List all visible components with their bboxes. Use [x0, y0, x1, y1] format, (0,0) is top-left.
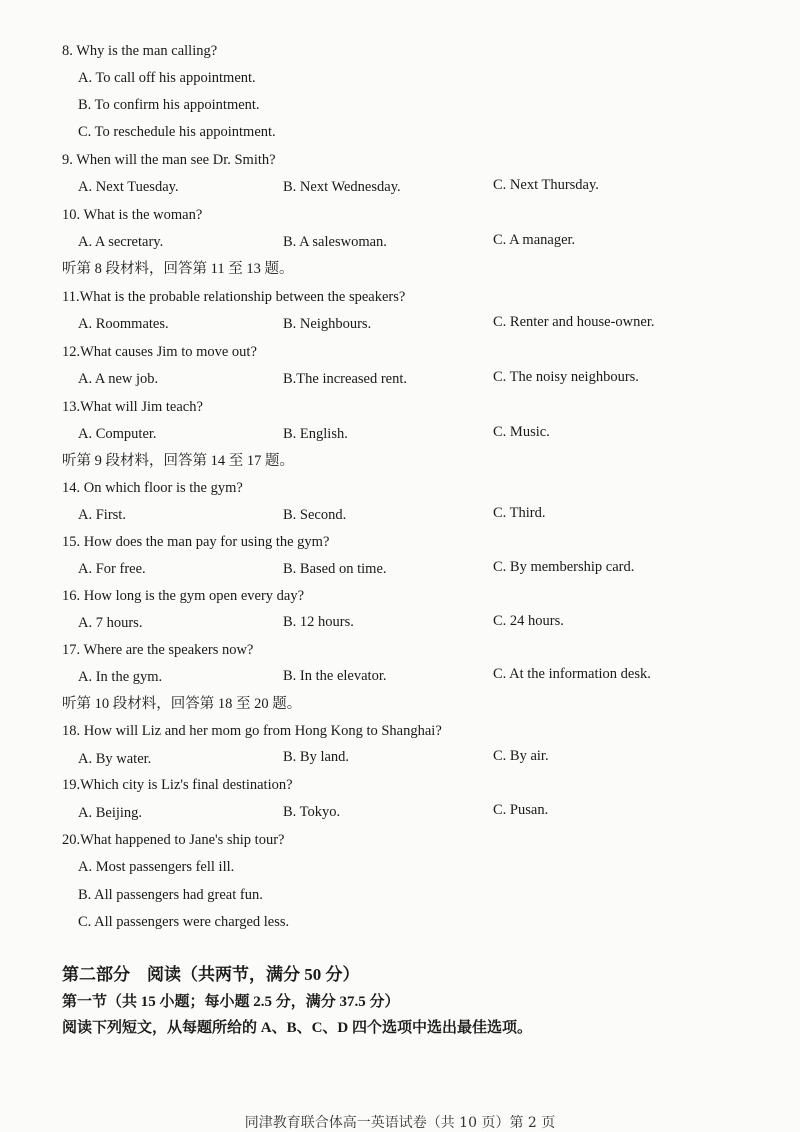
q16-option-a: A. 7 hours.: [78, 615, 143, 631]
part2-directions: 阅读下列短文，从每题所给的 A、B、C、D 四个选项中选出最佳选项。: [62, 1020, 533, 1036]
page-footer: 同津教育联合体高一英语试卷（共 10 页）第 2 页: [244, 1115, 556, 1131]
q14-option-b: B. Second.: [283, 507, 347, 523]
question-18: 18. How will Liz and her mom go from Hong Kong to Shanghai?: [62, 723, 442, 739]
question-19: 19.Which city is Liz's final destination?: [62, 777, 293, 793]
question-8: 8. Why is the man calling?: [62, 43, 218, 59]
q10-option-b: B. A saleswoman.: [283, 234, 387, 250]
q19-option-c: C. Pusan.: [493, 802, 549, 818]
instruction-segment-9: 听第 9 段材料，回答第 14 至 17 题。: [62, 453, 294, 469]
q9-option-b: B. Next Wednesday.: [283, 179, 401, 195]
q11-option-b: B. Neighbours.: [283, 316, 372, 332]
question-13: 13.What will Jim teach?: [62, 399, 203, 415]
q12-option-a: A. A new job.: [78, 371, 159, 387]
q13-option-c: C. Music.: [493, 424, 550, 440]
q8-option-c: C. To reschedule his appointment.: [78, 124, 276, 140]
q12-option-b: B.The increased rent.: [283, 371, 408, 387]
q15-option-a: A. For free.: [78, 561, 146, 577]
q15-option-c: C. By membership card.: [493, 559, 635, 575]
q20-option-a: A. Most passengers fell ill.: [78, 859, 235, 875]
q15-option-b: B. Based on time.: [283, 561, 387, 577]
question-11: 11.What is the probable relationship between the speakers?: [62, 289, 406, 305]
question-14: 14. On which floor is the gym?: [62, 480, 243, 496]
q18-option-c: C. By air.: [493, 748, 549, 764]
q11-option-c: C. Renter and house-owner.: [493, 314, 655, 330]
q17-option-a: A. In the gym.: [78, 669, 163, 685]
q10-option-c: C. A manager.: [493, 232, 576, 248]
q9-option-a: A. Next Tuesday.: [78, 179, 179, 195]
q8-option-b: B. To confirm his appointment.: [78, 97, 260, 113]
q17-option-b: B. In the elevator.: [283, 668, 387, 684]
instruction-segment-8: 听第 8 段材料，回答第 11 至 13 题。: [62, 261, 294, 277]
q18-option-a: A. By water.: [78, 751, 152, 767]
question-12: 12.What causes Jim to move out?: [62, 344, 257, 360]
q14-option-c: C. Third.: [493, 505, 546, 521]
part2-section1-title: 第一节（共 15 小题；每小题 2.5 分，满分 37.5 分）: [62, 994, 400, 1010]
question-16: 16. How long is the gym open every day?: [62, 588, 305, 604]
question-20: 20.What happened to Jane's ship tour?: [62, 832, 285, 848]
part2-title: 第二部分 阅读（共两节，满分 50 分）: [62, 965, 360, 984]
question-15: 15. How does the man pay for using the gym?: [62, 534, 330, 550]
q8-option-a: A. To call off his appointment.: [78, 70, 256, 86]
q10-option-a: A. A secretary.: [78, 234, 164, 250]
q13-option-b: B. English.: [283, 426, 348, 442]
q9-option-c: C. Next Thursday.: [493, 177, 599, 193]
q20-option-b: B. All passengers had great fun.: [78, 887, 263, 903]
question-9: 9. When will the man see Dr. Smith?: [62, 152, 276, 168]
q14-option-a: A. First.: [78, 507, 126, 523]
q19-option-a: A. Beijing.: [78, 805, 143, 821]
q18-option-b: B. By land.: [283, 749, 350, 765]
q16-option-c: C. 24 hours.: [493, 613, 564, 629]
q11-option-a: A. Roommates.: [78, 316, 169, 332]
question-17: 17. Where are the speakers now?: [62, 642, 254, 658]
q12-option-c: C. The noisy neighbours.: [493, 369, 639, 385]
q17-option-c: C. At the information desk.: [493, 666, 651, 682]
q20-option-c: C. All passengers were charged less.: [78, 914, 290, 930]
q19-option-b: B. Tokyo.: [283, 804, 341, 820]
question-10: 10. What is the woman?: [62, 207, 203, 223]
q13-option-a: A. Computer.: [78, 426, 157, 442]
instruction-segment-10: 听第 10 段材料，回答第 18 至 20 题。: [62, 696, 302, 712]
q16-option-b: B. 12 hours.: [283, 614, 354, 630]
